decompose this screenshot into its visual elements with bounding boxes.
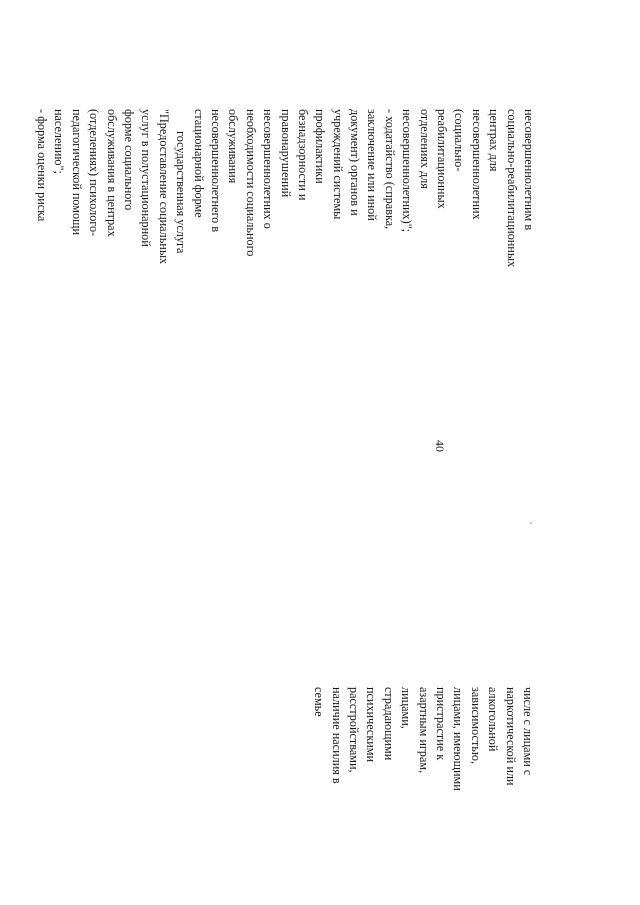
text-line: услуг в полустационарной (139, 109, 154, 247)
text-line: - ходатайство (справка, (382, 109, 397, 230)
text-line: социально-реабилитационных (504, 109, 519, 268)
text-line: форме социального (122, 109, 137, 211)
text-line: зависимостью, (468, 687, 483, 764)
left-column-text (310, 687, 536, 791)
text-line: государственная услуга (174, 131, 189, 254)
text-line: азартным играм, (416, 687, 431, 774)
text-line: реабилитационных (435, 109, 450, 209)
text-line: необходимости социального (243, 109, 258, 257)
text-line: педагогической помощи (69, 109, 84, 236)
text-line: несовершеннолетних о (261, 109, 276, 229)
text-line: центрах для (487, 109, 502, 172)
text-line: документ) органов и (348, 109, 363, 216)
text-line: несовершеннолетних (469, 109, 484, 220)
text-line: отделениях для (417, 109, 432, 189)
text-line: стационарной форме (191, 109, 206, 218)
right-column-text (33, 109, 537, 267)
text-line: - форма оценки риска (35, 109, 50, 222)
text-line: профилактики (313, 109, 328, 184)
text-line: лицами, имеющими (451, 687, 466, 791)
text-line: наркотической или (503, 687, 518, 786)
text-line: страдающими (381, 687, 396, 761)
text-line: психическими (364, 687, 379, 762)
text-line: несовершеннолетнего в (208, 109, 223, 233)
page-number: 40 (433, 440, 447, 452)
text-line: наличие насилия в (329, 687, 344, 784)
text-line: "Предоставление социальных (156, 109, 171, 265)
text-line: пристрастие к (434, 687, 449, 761)
text-line: обслуживания (226, 109, 241, 184)
scan-speck (530, 522, 532, 524)
text-line: обслуживания в центрах (104, 109, 119, 237)
text-line: (социально- (452, 109, 467, 172)
text-line: несовершеннолетних)"; (400, 109, 415, 233)
text-line: учреждений системы (330, 109, 345, 220)
text-line: населению"; (52, 109, 67, 174)
text-line: несовершеннолетним в (522, 109, 536, 231)
text-line: расстройствами, (347, 687, 362, 773)
text-line: числе с лицами с (521, 687, 535, 776)
text-line: семье (312, 687, 327, 717)
text-line: (отделениях) психолого- (87, 109, 102, 237)
text-line: лицами, (399, 687, 414, 729)
text-line: безнадзорности и (295, 109, 310, 201)
text-line: заключение или иной (365, 109, 380, 221)
text-line: правонарушений (278, 109, 293, 198)
text-line: алкогольной (486, 687, 501, 752)
